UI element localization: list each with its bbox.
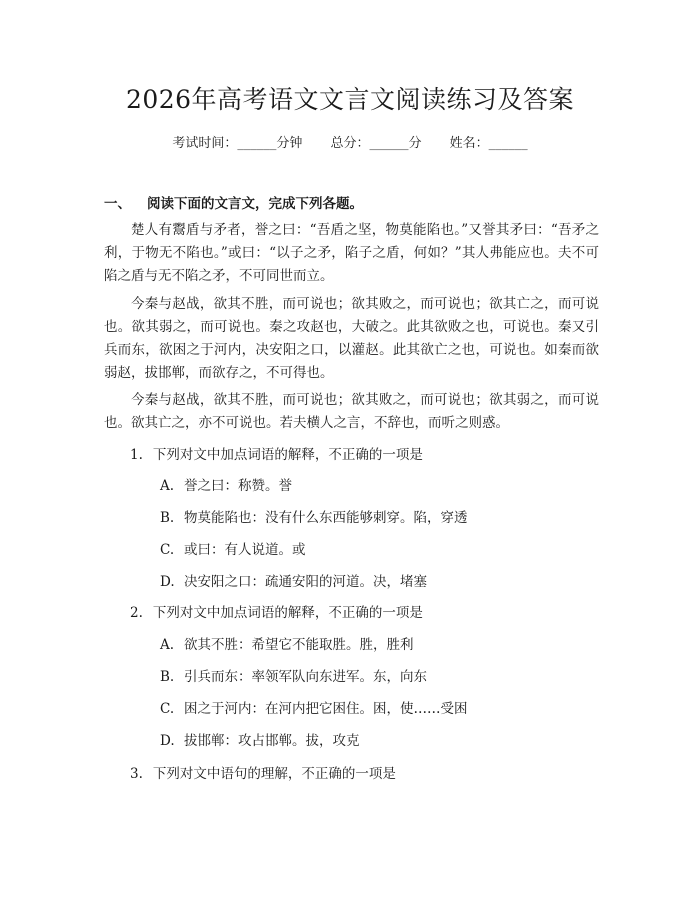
question-2-stem (130, 601, 423, 621)
total-score-suffix: 分 (408, 136, 422, 151)
exam-time-label: 考试时间： (172, 136, 238, 151)
question-text: 下列对文中加点词语的解释，不正确的一项是 (152, 447, 423, 463)
passage-paragraph-2: 今秦与赵战，欲其不胜，而可说也；欲其败之，而可说也；欲其亡之，而可说也。欲其弱之，而可说也。秦之攻赵也，大破之。此其欲败之也，可说也。秦又引兵而东，欲困之于河内，决安阳之口，以灌赵。此其欲亡之也，可说也。如秦而欲弱赵，拔邯郸，而欲存之，不可得也。 (104, 296, 599, 381)
question-1-option-b (160, 506, 468, 526)
exam-time-blank: ______ (237, 136, 277, 151)
question-text: 下列对文中加点词语的解释，不正确的一项是 (152, 605, 423, 621)
question-2-option-b (160, 665, 427, 685)
option-text: 誉之曰：称赞。誉 (184, 478, 292, 494)
option-letter: C. (160, 701, 175, 717)
section-heading-text: 阅读下面的文言文，完成下列各题。 (147, 196, 363, 212)
passage-paragraph-1: 楚人有鬻盾与矛者，誉之曰：“吾盾之坚，物莫能陷也。”又誉其矛曰：“吾矛之利，于物无不陷也。”或曰：“以子之矛，陷子之盾，何如？”其人弗能应也。夫不可陷之盾与无不陷之矛，不可同世而立。 (104, 222, 599, 284)
exam-time-field (172, 136, 302, 151)
question-3-stem (130, 762, 396, 782)
section-number: 一、 (104, 196, 131, 212)
question-1-option-c (160, 538, 306, 558)
name-field (450, 136, 528, 151)
question-2-option-a (160, 633, 414, 653)
option-letter: D. (160, 574, 175, 590)
question-number: 1. (130, 447, 143, 463)
passage-paragraph-3: 今秦与赵战，欲其不胜，而可说也；欲其败之，而可说也；欲其弱之，而可说也。欲其亡之，亦不可说也。若夫横人之言，不辞也，而听之则惑。 (104, 392, 599, 431)
exam-time-suffix: 分钟 (276, 136, 303, 151)
option-text: 拔邯郸：攻占邯郸。拔，攻克 (184, 733, 360, 749)
total-score-label: 总分： (330, 136, 370, 151)
option-letter: B. (160, 669, 175, 685)
option-letter: B. (160, 510, 175, 526)
question-number: 3. (130, 766, 143, 782)
question-1-option-d (160, 570, 427, 590)
name-blank: ______ (488, 136, 528, 151)
exam-info-line (0, 132, 700, 151)
option-letter: A. (160, 478, 175, 494)
total-score-field (330, 136, 421, 151)
option-letter: D. (160, 733, 175, 749)
question-1-stem (130, 443, 423, 463)
question-1-option-a (160, 474, 292, 494)
question-2-option-c (160, 697, 468, 717)
option-text: 物莫能陷也：没有什么东西能够刺穿。陷，穿透 (184, 510, 468, 526)
question-text: 下列对文中语句的理解，不正确的一项是 (152, 766, 396, 782)
question-number: 2. (130, 605, 143, 621)
name-label: 姓名： (449, 136, 489, 151)
option-text: 或曰：有人说道。或 (184, 542, 306, 558)
page-title: 2026年高考语文文言文阅读练习及答案 (125, 85, 575, 114)
option-text: 欲其不胜：希望它不能取胜。胜，胜利 (184, 637, 414, 653)
question-2-option-d (160, 729, 360, 749)
option-text: 决安阳之口：疏通安阳的河道。决，堵塞 (184, 574, 427, 590)
section-heading (104, 192, 363, 212)
option-letter: A. (160, 637, 175, 653)
option-letter: C. (160, 542, 175, 558)
total-score-blank: ______ (369, 136, 409, 151)
option-text: 困之于河内：在河内把它困住。困，使……受困 (184, 701, 468, 717)
option-text: 引兵而东：率领军队向东进军。东，向东 (184, 669, 427, 685)
